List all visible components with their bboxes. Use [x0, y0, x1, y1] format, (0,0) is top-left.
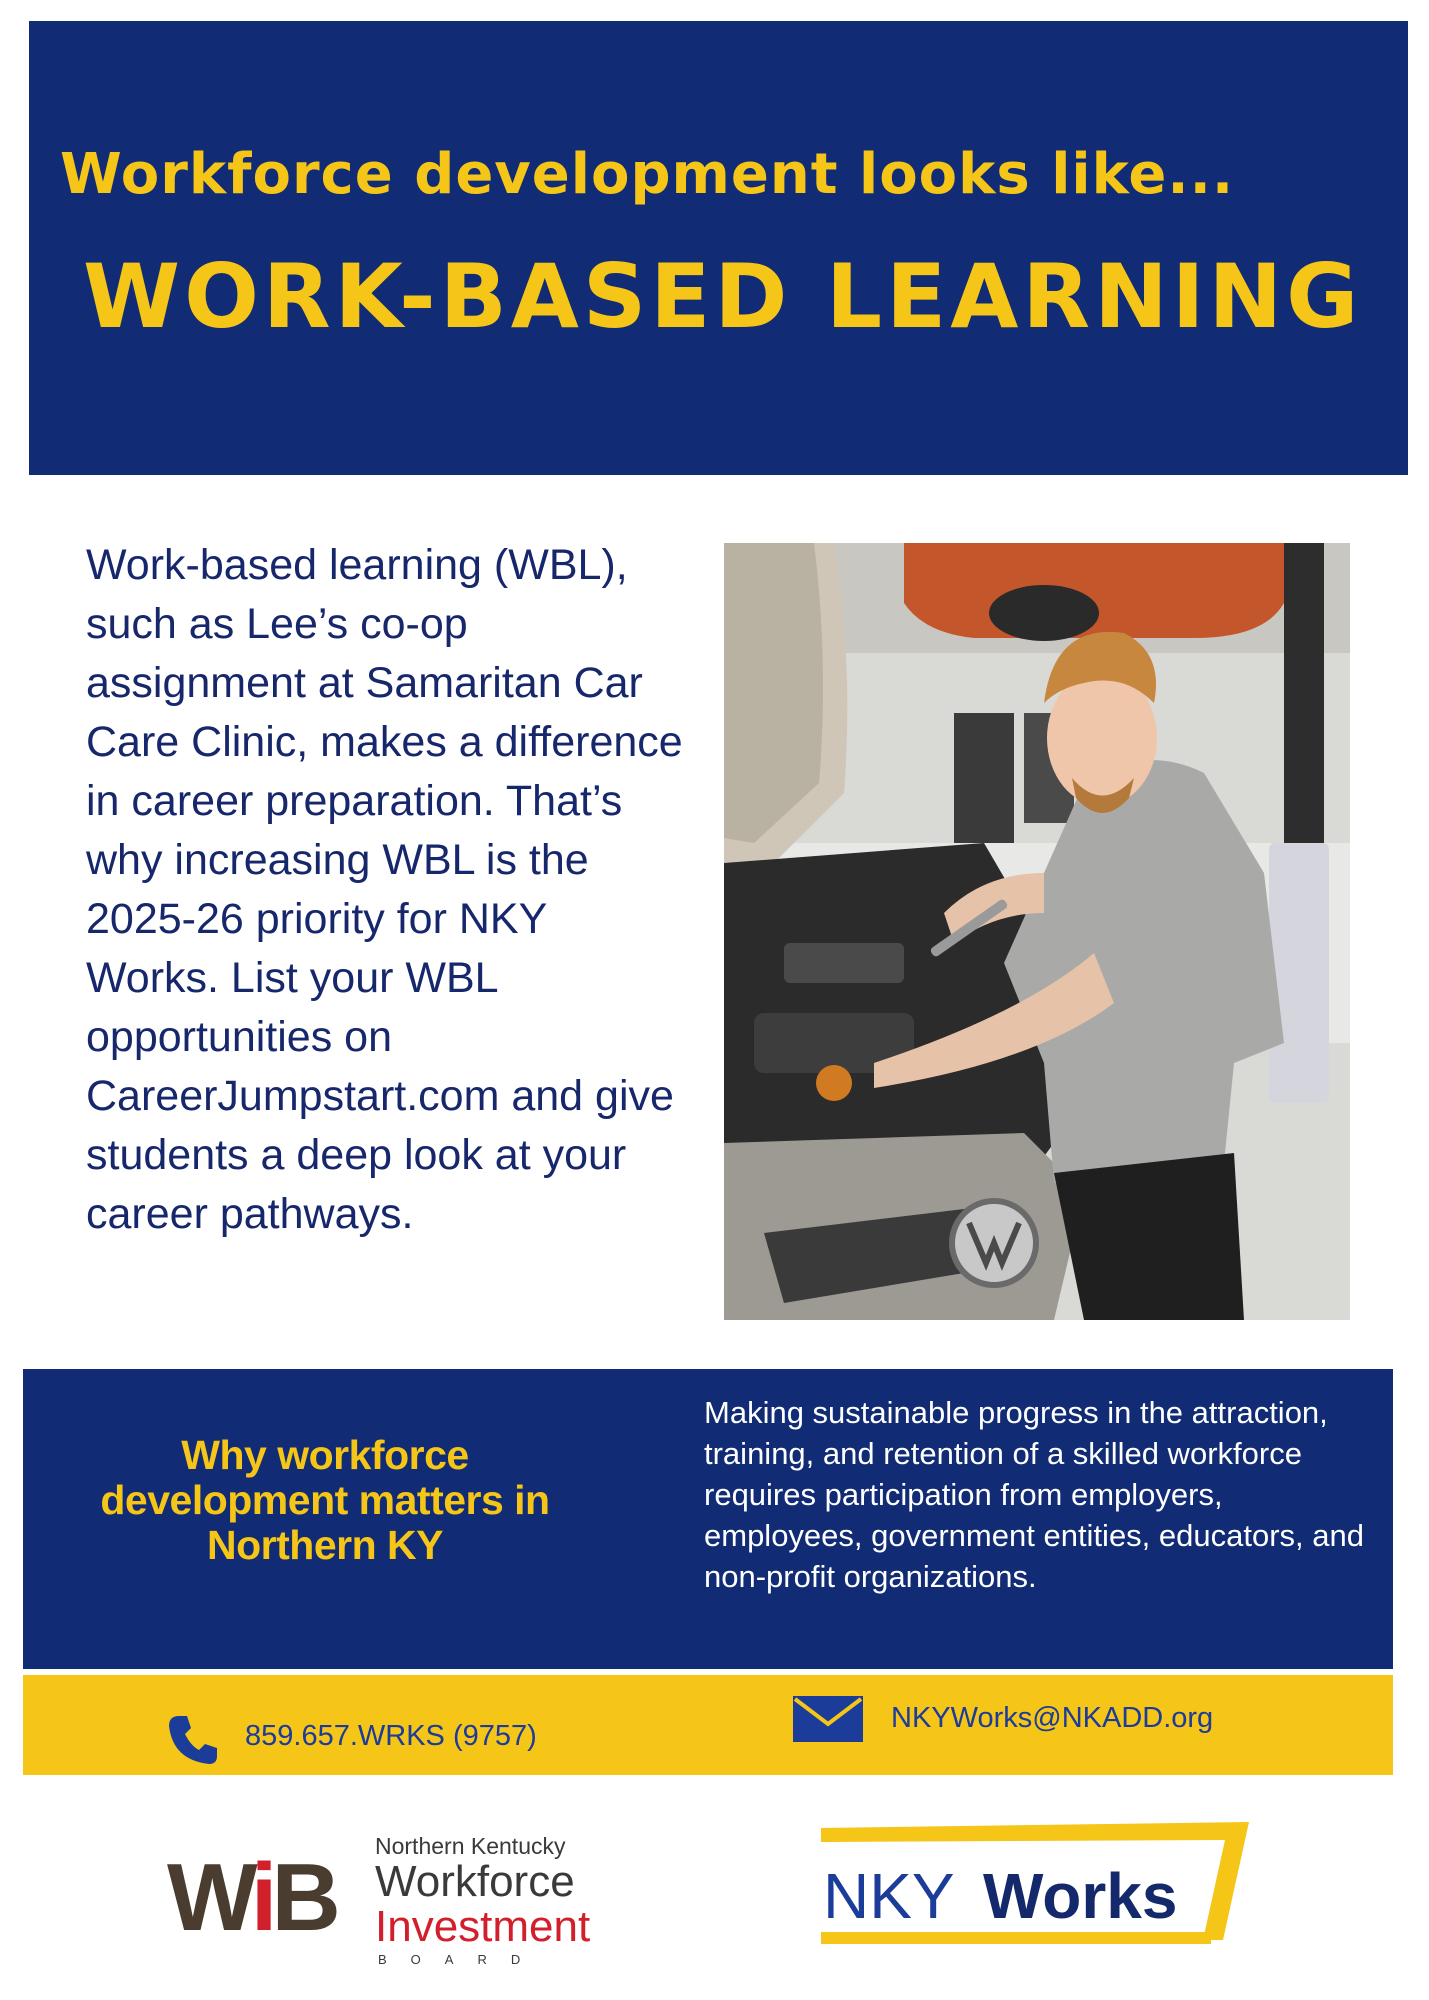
nky-works-logo — [813, 1822, 1253, 1950]
photo-illustration — [724, 543, 1350, 1320]
nky-logo-part2: Works — [983, 1860, 1178, 1932]
page-title: WORK-BASED LEARNING — [83, 245, 1363, 348]
email-link[interactable]: NKYWorks@NKADD.org — [891, 1702, 1214, 1734]
student-mechanic-photo — [724, 543, 1350, 1320]
wib-logo-line2: Workforce — [375, 1857, 575, 1906]
phone-icon — [165, 1712, 221, 1768]
why-heading: Why workforce development matters in Northern KY — [100, 1432, 550, 1568]
wib-logo-line4: BOARD — [378, 1952, 545, 1967]
mail-icon — [793, 1696, 863, 1742]
wib-logo-letters: WiB — [167, 1844, 335, 1951]
nky-logo-underline — [821, 1932, 1211, 1944]
wib-logo-line3: Investment — [375, 1902, 591, 1951]
nky-logo-part1: NKY — [823, 1860, 955, 1932]
phone-number[interactable]: 859.657.WRKS (9757) — [245, 1720, 537, 1752]
wib-logo-line1: Northern Kentucky — [375, 1833, 566, 1859]
progress-paragraph: Making sustainable progress in the attraction, training, and retention of a skilled workforce requires participation from employers, employees, government entities, educators, and non-profit organizations. — [704, 1395, 1364, 1594]
header-subtitle: Workforce development looks like... — [60, 142, 1235, 207]
intro-paragraph: Work-based learning (WBL), such as Lee’s co-op assignment at Samaritan Car Care Clinic, makes a difference in career preparation. That’s why increasing WBL is the 2025-26 priority for NKY Works. List your WBL opportunities on CareerJumpstart.com and give students a deep look at your career pathways. — [86, 541, 683, 1238]
